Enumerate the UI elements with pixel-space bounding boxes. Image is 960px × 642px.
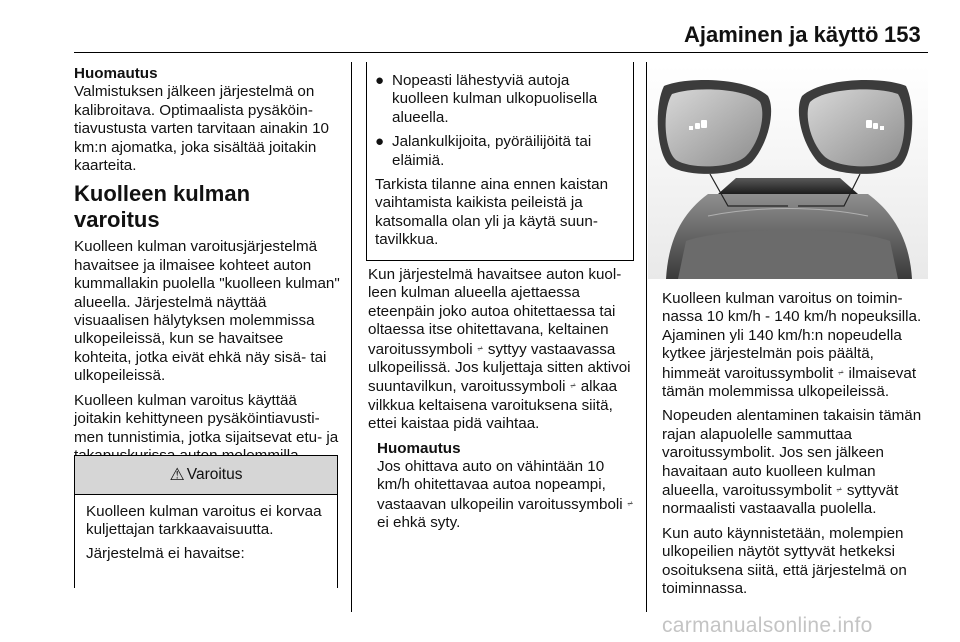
paragraph: Kuolleen kulman varoitus käyttää joitakin kehittyneen pysäköintiavustimen tunnistimia, jotka sijaitsevat etu- ja bbox=[74, 391, 339, 446]
warning-text: Järjestelmä ei havaitse: bbox=[86, 544, 245, 562]
paragraph-text: Kun järjestelmä havaitsee auton kuolleen kulman alueella ajettaessa eteenpäin joko autoa ohitettaessa tai oltaessa itse ohitettavana, keltainen varoitussymboli bbox=[368, 266, 622, 358]
car-rear-window bbox=[718, 178, 858, 194]
paragraph bbox=[662, 407, 930, 518]
paragraph: Kuolleen kulman varoitusjärjestelmä havaitsee ja ilmaisee kohteet auton kummallakin puolella "kuolleen kulman" alueella. Järjestelmä näyttää visuaalisen hälytyksen molemmissa ulkopeileissä, kun se havaitsee kohteita, jotka eivät ehkä näy sisä- tai ulkopeileissä. bbox=[74, 238, 340, 385]
blind-spot-symbol-icon: ⩫ bbox=[837, 367, 845, 377]
mirror-illustration bbox=[648, 66, 928, 279]
warning-triangle-icon: ⚠ bbox=[169, 465, 185, 484]
blind-spot-symbol-icon: ⩫ bbox=[835, 485, 843, 495]
paragraph-text: Nopeuden alentaminen takaisin tämän rajan alapuolelle sammuttaa varoitussymbolit. Jos sen jälkeen havaitaan auto kuolleen kulman alueella, varoitussymbolit bbox=[662, 407, 922, 500]
column-1 bbox=[74, 65, 340, 490]
bullet-icon: ● bbox=[375, 72, 385, 89]
note-text bbox=[377, 458, 636, 533]
header-title: Ajaminen ja käyttö bbox=[684, 22, 879, 47]
column-divider-1 bbox=[351, 62, 352, 612]
blind-spot-symbol-icon: ⩫ bbox=[476, 343, 484, 353]
header-rule bbox=[74, 52, 928, 53]
column-2 bbox=[368, 266, 636, 533]
warning-continuation-body bbox=[367, 62, 633, 250]
warning-text: Tarkista tilanne aina ennen kaistan vaihtamista kaikista peileistä ja katsomalla olan yli ja käytä suuntavilkkua. bbox=[375, 176, 609, 249]
paragraph-text: ilmaisevat tämän molemmissa ulkopeileissä. bbox=[662, 364, 917, 401]
blind-spot-symbol-icon: ⩫ bbox=[626, 498, 634, 508]
note-block bbox=[368, 440, 636, 533]
mirror-illustration-svg bbox=[648, 66, 928, 279]
warning-continuation-box bbox=[366, 62, 634, 261]
footer-watermark: carmanualsonline.info bbox=[662, 614, 873, 637]
note-text-part: Jos ohittava auto on vähintään 10 km/h ohitettavaa autoa nopeampi, vastaavan ulkopeilin varoitussymboli bbox=[377, 458, 623, 513]
paragraph-text: Kuolleen kulman varoitus on toiminnassa 10 km/h - 140 km/h nopeuksilla. Ajaminen yli 140 km/h:n nopeudella kytkee järjestelmän pois päältä, himmeät varoitussymbolit bbox=[662, 290, 922, 382]
car-roof bbox=[678, 230, 898, 279]
column-divider-2 bbox=[646, 62, 647, 612]
list-item-text: Nopeasti lähestyviä autoja kuolleen kulman ulkopuolisella alueella. bbox=[392, 72, 598, 126]
column-3 bbox=[662, 290, 930, 605]
bullet-icon: ● bbox=[375, 133, 385, 151]
paragraph-text: syttyy vastaavassa ulkopeilissä. Jos kuljettaja sitten aktivoi suuntavilkun, varoitussymboli bbox=[368, 340, 631, 396]
paragraph bbox=[368, 266, 636, 434]
warning-text: Kuolleen kulman varoitus ei korvaa kuljettajan tarkkaavaisuutta. bbox=[86, 503, 322, 539]
paragraph-text: alkaa vilkkua keltaisena varoituksena siitä, ettei kaistaa pidä vaihtaa. bbox=[368, 378, 618, 433]
paragraph: Kun auto käynnistetään, molempien ulkopeilien näytöt syttyvät hetkeksi osoituksena siitä, että järjestelmä on toiminnassa. bbox=[662, 524, 907, 598]
note-text-part: ei ehkä syty. bbox=[377, 514, 461, 532]
note-text: Valmistuksen jälkeen järjestelmä on kalibroitava. Optimaalista pysäköintiavustusta varten tarvitaan ainakin 10 km:n ajomatka, joka sisältää joitakin kaarteita. bbox=[74, 83, 329, 175]
paragraph bbox=[662, 290, 930, 401]
warning-header bbox=[75, 456, 337, 495]
list-item bbox=[375, 133, 628, 170]
blind-spot-symbol-icon: ⩫ bbox=[569, 381, 577, 391]
list-item-text: Jalankulkijoita, pyöräilijöitä tai eläimiä. bbox=[392, 133, 592, 169]
page-number: 153 bbox=[884, 22, 921, 47]
list-item bbox=[375, 72, 628, 127]
section-heading: Kuolleen kulman varoitus bbox=[74, 181, 251, 233]
note-title: Huomautus bbox=[377, 439, 461, 457]
warning-title: Varoitus bbox=[186, 466, 243, 483]
note-block bbox=[74, 65, 340, 175]
note-title: Huomautus bbox=[74, 65, 158, 82]
warning-box bbox=[74, 455, 338, 588]
paragraph-text: syttyvät normaalisti vastaavalla puolella. bbox=[662, 482, 899, 518]
warning-body bbox=[75, 495, 337, 563]
